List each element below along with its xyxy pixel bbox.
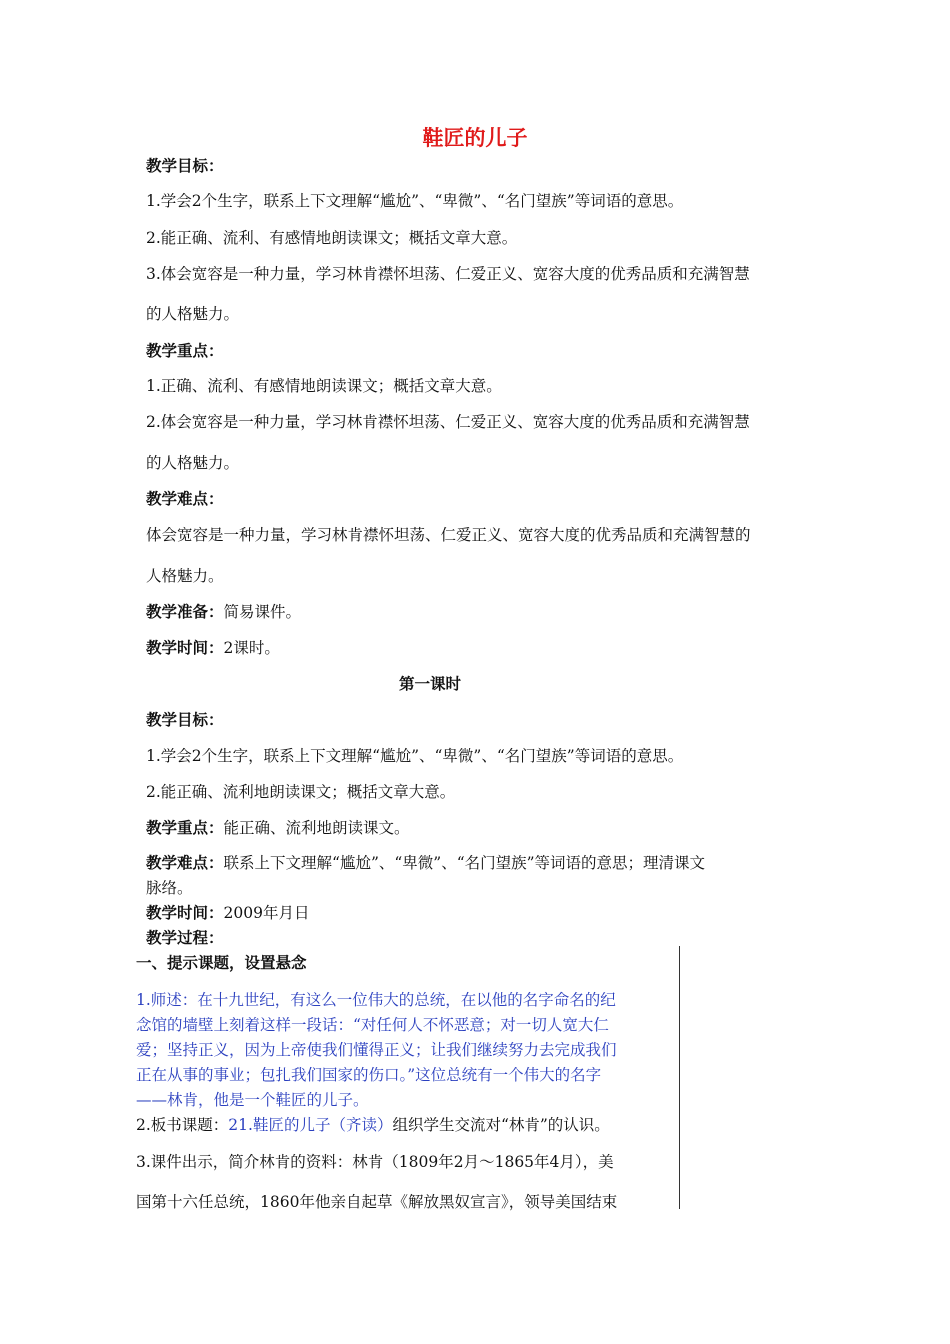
section-time-label: 教学时间：	[146, 903, 224, 922]
focus-item-2: 2.体会宽容是一种力量，学习林肯襟怀坦荡、仁爱正义、宽容大度的优秀品质和充满智慧	[146, 413, 750, 431]
time-value: 2课时。	[223, 639, 280, 657]
time-line	[146, 636, 280, 658]
difficulty-text: 体会宽容是一种力量，学习林肯襟怀坦荡、仁爱正义、宽容大度的优秀品质和充满智慧的	[146, 526, 751, 544]
goal-heading: 教学目标：	[146, 156, 224, 175]
process-heading: 教学过程：	[146, 928, 224, 947]
step-2-title: 21.鞋匠的儿子（齐读）	[228, 1116, 393, 1134]
step-3-line-1: 3.课件出示，简介林肯的资料：林肯（1809年2月～1865年4月），美	[136, 1153, 614, 1171]
section-focus-value: 能正确、流利地朗读课文。	[223, 819, 410, 837]
section-focus-label: 教学重点：	[146, 818, 224, 837]
focus-heading: 教学重点：	[146, 341, 224, 360]
focus-item-2-cont: 的人格魅力。	[146, 454, 240, 472]
time-label: 教学时间：	[146, 638, 224, 657]
step-1-line-3: 爱；坚持正义，因为上帝使我们懂得正义；让我们继续努力去完成我们	[136, 1041, 617, 1059]
difficulty-heading: 教学难点：	[146, 489, 224, 508]
section-title: 第一课时	[398, 674, 461, 693]
section-difficulty-cont: 脉络。	[146, 879, 193, 897]
goal-item-3-cont: 的人格魅力。	[146, 305, 240, 323]
step-1-line-4: 正在从事的事业；包扎我们国家的伤口。”这位总统有一个伟大的名字	[136, 1066, 602, 1084]
step-1-line-1: 1.师述：在十九世纪，有这么一位伟大的总统，在以他的名字命名的纪	[136, 991, 616, 1009]
goal-item-3: 3.体会宽容是一种力量，学习林肯襟怀坦荡、仁爱正义、宽容大度的优秀品质和充满智慧	[146, 265, 750, 283]
step-2-line	[136, 1113, 610, 1135]
section-goal-heading: 教学目标：	[146, 710, 224, 729]
step-1-line-5: ——林肯，他是一个鞋匠的儿子。	[136, 1091, 369, 1109]
section-difficulty-value: 联系上下文理解“尴尬”、“卑微”、“名门望族”等词语的意思；理清课文	[223, 854, 706, 872]
section-time-line	[146, 901, 309, 923]
section-time-value: 2009年月日	[223, 904, 310, 922]
table-border	[679, 946, 680, 1209]
document-title: 鞋匠的儿子	[422, 125, 528, 150]
goal-item-1: 1.学会2个生字，联系上下文理解“尴尬”、“卑微”、“名门望族”等词语的意思。	[146, 192, 684, 210]
goal-item-2: 2.能正确、流利、有感情地朗读课文；概括文章大意。	[146, 229, 518, 247]
focus-item-1: 1.正确、流利、有感情地朗读课文；概括文章大意。	[146, 377, 502, 395]
difficulty-text-cont: 人格魅力。	[146, 567, 224, 585]
step-1-title: 一、提示课题，设置悬念	[136, 953, 307, 972]
step-2-label: 2.板书课题：	[136, 1116, 229, 1134]
step-2-text: 组织学生交流对“林肯”的认识。	[392, 1116, 610, 1134]
section-difficulty-label: 教学难点：	[146, 853, 224, 872]
section-difficulty-line	[146, 851, 705, 873]
step-3-line-2: 国第十六任总统，1860年他亲自起草《解放黑奴宣言》，领导美国结束	[136, 1193, 618, 1211]
prep-line	[146, 600, 301, 622]
section-focus-line	[146, 816, 410, 838]
section-goal-2: 2.能正确、流利地朗读课文；概括文章大意。	[146, 783, 456, 801]
prep-value: 简易课件。	[223, 603, 302, 621]
prep-label: 教学准备：	[146, 602, 224, 621]
step-1-line-2: 念馆的墙壁上刻着这样一段话：“对任何人不怀恶意；对一切人宽大仁	[136, 1016, 609, 1034]
section-goal-1: 1.学会2个生字，联系上下文理解“尴尬”、“卑微”、“名门望族”等词语的意思。	[146, 747, 684, 765]
